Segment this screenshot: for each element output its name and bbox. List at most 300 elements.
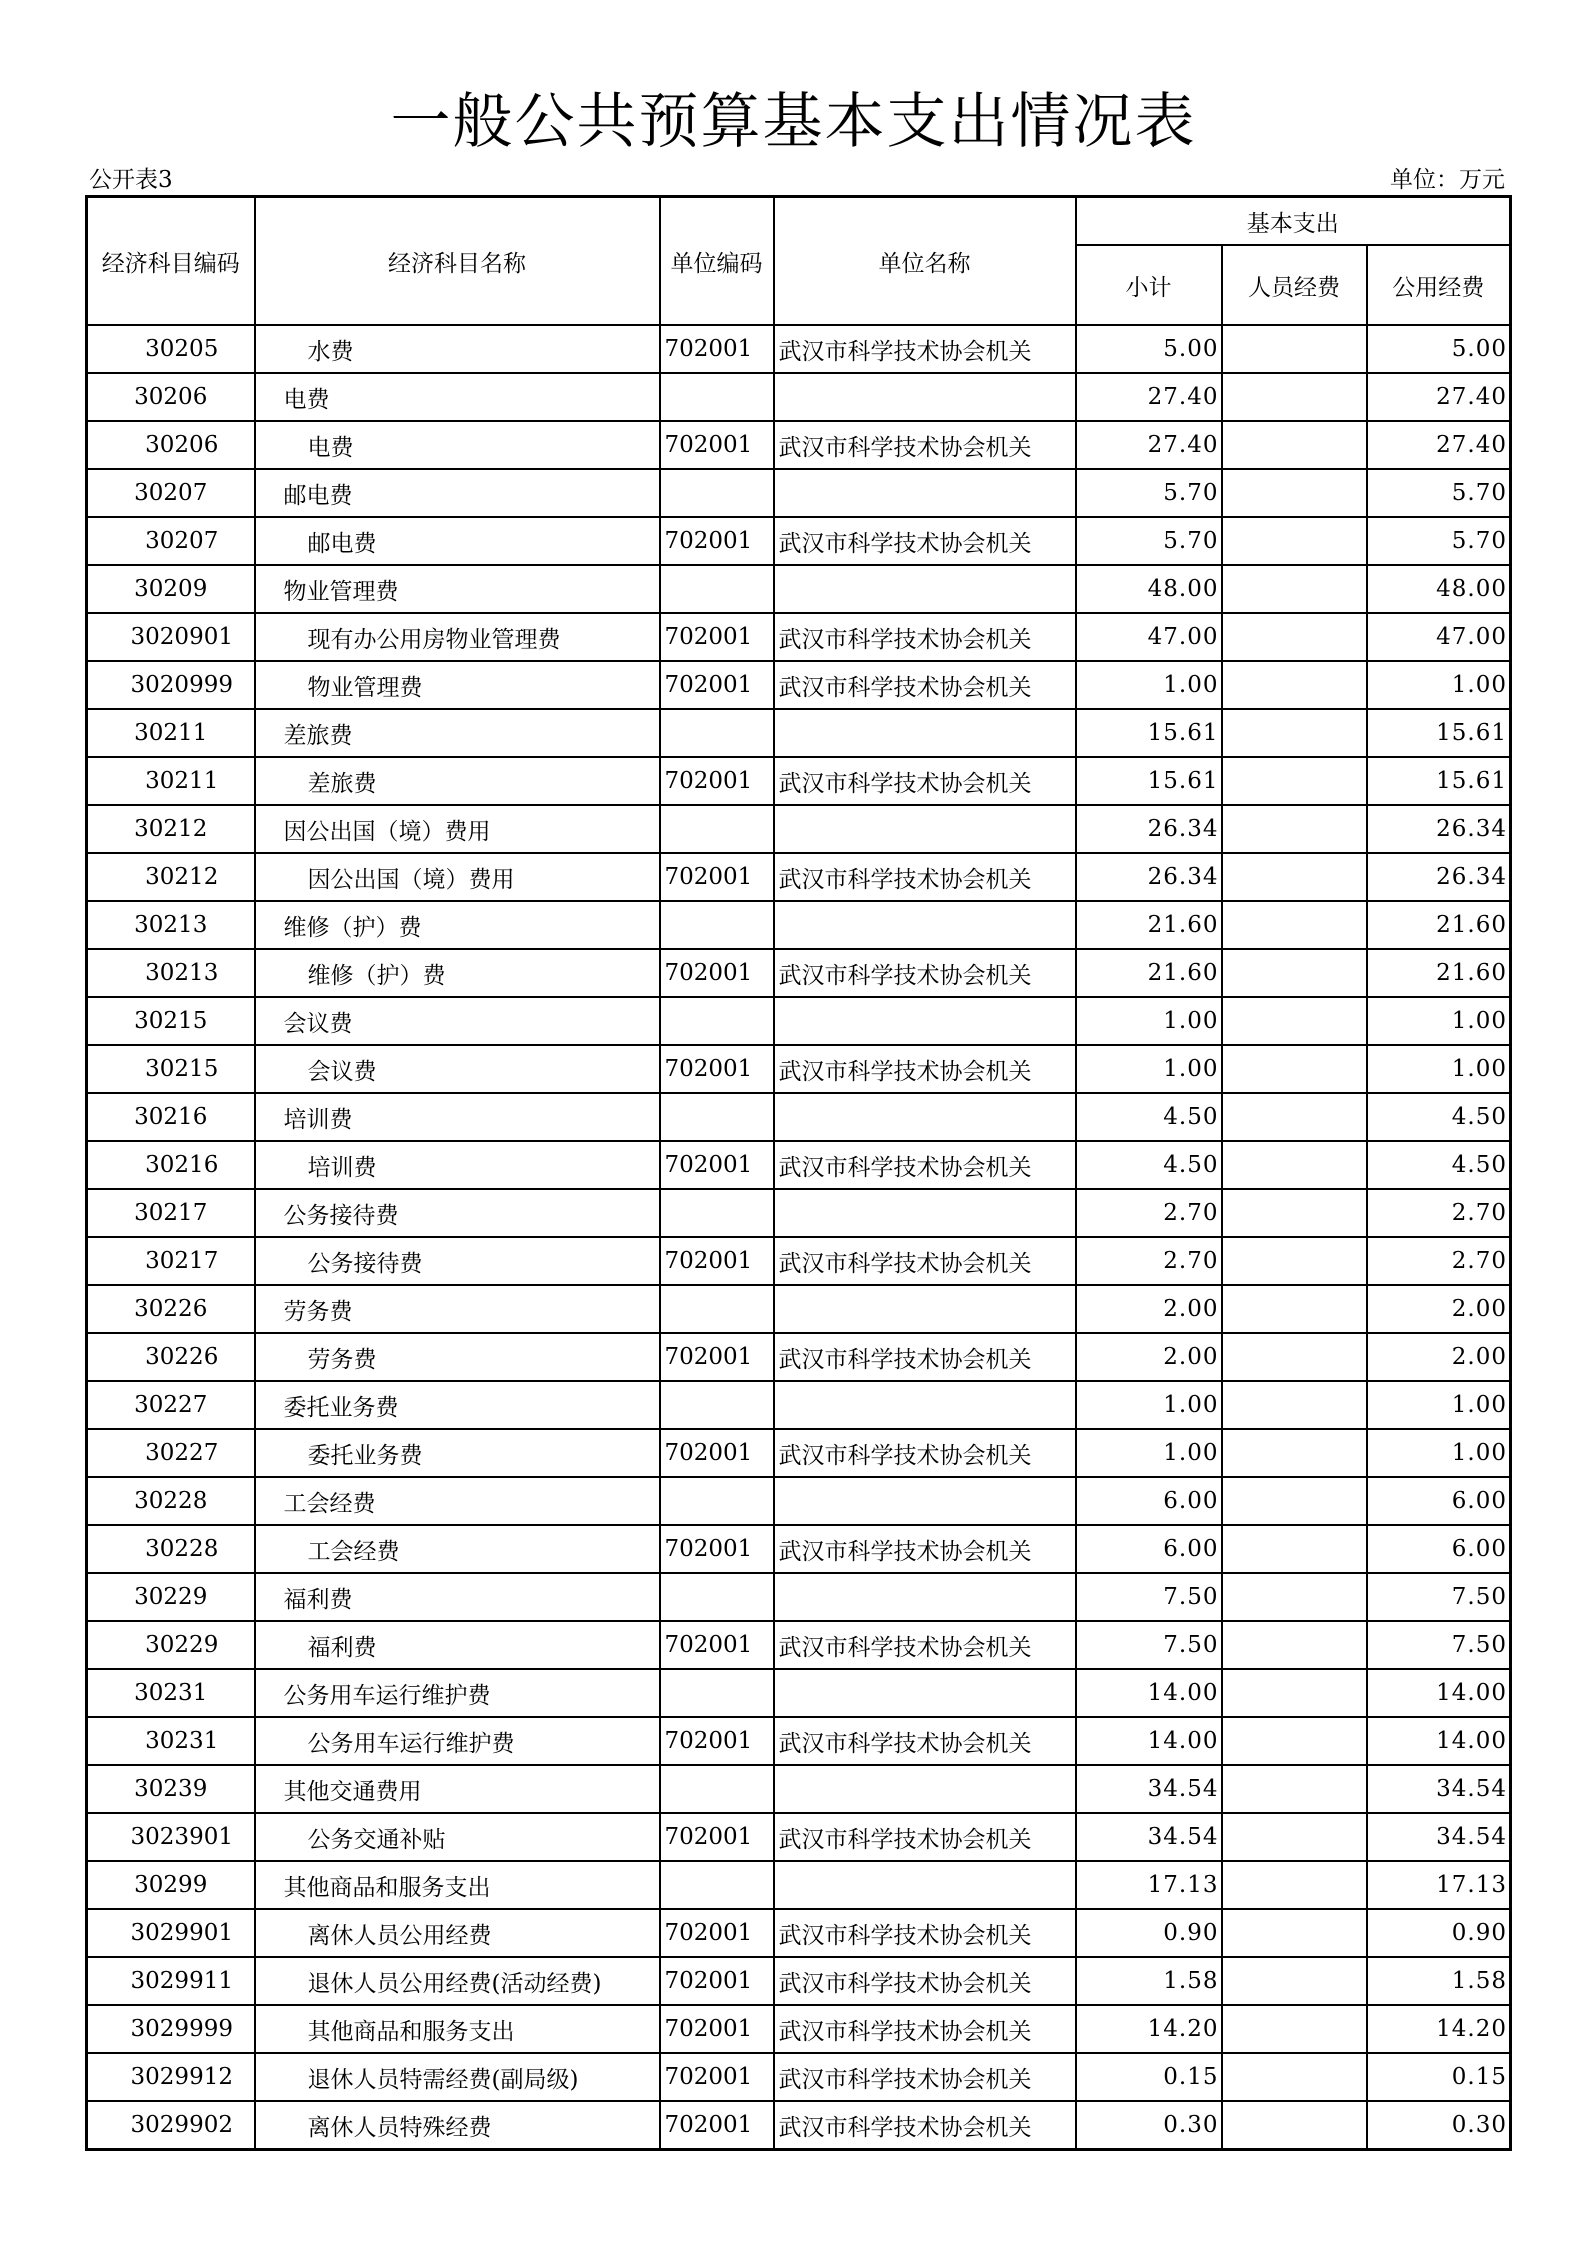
table-row [87,901,1511,949]
cell-code: 3029999 [87,2005,255,2053]
cell-public: 6.00 [1367,1525,1511,1573]
cell-personnel [1222,2005,1367,2053]
cell-personnel [1222,1813,1367,1861]
cell-code: 3029902 [87,2101,255,2150]
table-row [87,613,1511,661]
table-row [87,517,1511,565]
cell-code: 30213 [87,949,255,997]
cell-unit-name [774,1285,1076,1333]
cell-name: 福利费 [255,1573,660,1621]
cell-code: 3029901 [87,1909,255,1957]
page-title: 一般公共预算基本支出情况表 [390,87,1197,157]
cell-unit-code [660,997,774,1045]
cell-unit-name: 武汉市科学技术协会机关 [774,421,1076,469]
cell-unit-code [660,1573,774,1621]
cell-subtotal: 7.50 [1076,1621,1222,1669]
cell-subtotal: 2.70 [1076,1237,1222,1285]
cell-unit-name: 武汉市科学技术协会机关 [774,1141,1076,1189]
cell-name: 其他商品和服务支出 [255,1861,660,1909]
cell-personnel [1222,757,1367,805]
cell-name: 公务接待费 [255,1189,660,1237]
cell-unit-name [774,997,1076,1045]
cell-code: 30226 [87,1285,255,1333]
cell-subtotal: 4.50 [1076,1093,1222,1141]
cell-personnel [1222,1477,1367,1525]
cell-public: 4.50 [1367,1141,1511,1189]
cell-unit-code: 702001 [660,1909,774,1957]
cell-unit-name: 武汉市科学技术协会机关 [774,1813,1076,1861]
table-row [87,1957,1511,2005]
cell-name: 差旅费 [255,757,660,805]
table-row [87,1333,1511,1381]
cell-public: 48.00 [1367,565,1511,613]
cell-unit-code [660,1477,774,1525]
cell-unit-name [774,1381,1076,1429]
cell-personnel [1222,1957,1367,2005]
cell-public: 1.00 [1367,997,1511,1045]
cell-code: 30209 [87,565,255,613]
cell-code: 3029911 [87,1957,255,2005]
cell-unit-name: 武汉市科学技术协会机关 [774,1237,1076,1285]
cell-unit-name: 武汉市科学技术协会机关 [774,517,1076,565]
table-number: 公开表3 [89,167,173,193]
cell-public: 0.30 [1367,2101,1511,2150]
cell-name: 会议费 [255,1045,660,1093]
cell-personnel [1222,1285,1367,1333]
cell-code: 30215 [87,997,255,1045]
cell-public: 0.90 [1367,1909,1511,1957]
cell-personnel [1222,1621,1367,1669]
cell-unit-name [774,469,1076,517]
cell-personnel [1222,2101,1367,2150]
cell-personnel [1222,1861,1367,1909]
header-unit-name: 单位名称 [774,197,1076,326]
cell-subtotal: 1.00 [1076,1429,1222,1477]
cell-personnel [1222,997,1367,1045]
cell-subtotal: 27.40 [1076,421,1222,469]
table-row [87,1909,1511,1957]
cell-public: 2.00 [1367,1285,1511,1333]
cell-name: 福利费 [255,1621,660,1669]
cell-code: 30206 [87,421,255,469]
cell-code: 30228 [87,1477,255,1525]
cell-subtotal: 2.00 [1076,1285,1222,1333]
cell-code: 30215 [87,1045,255,1093]
cell-name: 劳务费 [255,1285,660,1333]
table-row [87,1429,1511,1477]
cell-unit-name: 武汉市科学技术协会机关 [774,1909,1076,1957]
cell-code: 30212 [87,805,255,853]
cell-code: 30227 [87,1381,255,1429]
table-row [87,565,1511,613]
cell-personnel [1222,1141,1367,1189]
table-row [87,1189,1511,1237]
table-row [87,469,1511,517]
cell-name: 公务接待费 [255,1237,660,1285]
cell-personnel [1222,421,1367,469]
cell-unit-name [774,709,1076,757]
cell-unit-name [774,1477,1076,1525]
cell-subtotal: 48.00 [1076,565,1222,613]
cell-public: 5.70 [1367,517,1511,565]
cell-name: 工会经费 [255,1477,660,1525]
table-row [87,325,1511,373]
cell-subtotal: 1.00 [1076,997,1222,1045]
cell-unit-name [774,565,1076,613]
cell-unit-name: 武汉市科学技术协会机关 [774,1525,1076,1573]
cell-unit-name [774,1765,1076,1813]
cell-unit-code: 702001 [660,2101,774,2150]
cell-name: 电费 [255,421,660,469]
cell-unit-code [660,805,774,853]
header-code: 经济科目编码 [87,197,255,326]
cell-subtotal: 14.20 [1076,2005,1222,2053]
cell-code: 30213 [87,901,255,949]
cell-subtotal: 5.70 [1076,469,1222,517]
cell-unit-code: 702001 [660,2053,774,2101]
cell-public: 27.40 [1367,373,1511,421]
table-row [87,1093,1511,1141]
cell-public: 0.15 [1367,2053,1511,2101]
cell-public: 1.00 [1367,1045,1511,1093]
cell-subtotal: 5.70 [1076,517,1222,565]
cell-unit-code [660,469,774,517]
cell-name: 离休人员公用经费 [255,1909,660,1957]
cell-unit-name [774,373,1076,421]
cell-unit-code: 702001 [660,661,774,709]
cell-personnel [1222,2053,1367,2101]
cell-code: 30216 [87,1093,255,1141]
cell-name: 退休人员特需经费(副局级) [255,2053,660,2101]
header-subtotal: 小计 [1076,245,1222,325]
cell-name: 因公出国（境）费用 [255,853,660,901]
cell-code: 30231 [87,1717,255,1765]
cell-subtotal: 7.50 [1076,1573,1222,1621]
cell-public: 21.60 [1367,949,1511,997]
cell-unit-code: 702001 [660,517,774,565]
cell-subtotal: 47.00 [1076,613,1222,661]
table-row [87,853,1511,901]
cell-code: 30231 [87,1669,255,1717]
table-row [87,949,1511,997]
table-row [87,2053,1511,2101]
cell-personnel [1222,949,1367,997]
cell-public: 14.00 [1367,1717,1511,1765]
cell-unit-code [660,373,774,421]
cell-public: 14.20 [1367,2005,1511,2053]
cell-personnel [1222,1765,1367,1813]
cell-unit-name: 武汉市科学技术协会机关 [774,1429,1076,1477]
table-row [87,1813,1511,1861]
cell-unit-code: 702001 [660,1957,774,2005]
cell-public: 34.54 [1367,1813,1511,1861]
cell-name: 邮电费 [255,517,660,565]
table-row [87,1717,1511,1765]
cell-public: 14.00 [1367,1669,1511,1717]
table-row [87,1285,1511,1333]
cell-name: 会议费 [255,997,660,1045]
cell-personnel [1222,373,1367,421]
table-row [87,2101,1511,2150]
table-row [87,1477,1511,1525]
cell-code: 3023901 [87,1813,255,1861]
cell-unit-name [774,1861,1076,1909]
cell-name: 电费 [255,373,660,421]
cell-unit-name: 武汉市科学技术协会机关 [774,2005,1076,2053]
cell-personnel [1222,1429,1367,1477]
cell-personnel [1222,1525,1367,1573]
header-basic: 基本支出 [1076,197,1511,246]
cell-unit-code: 702001 [660,1429,774,1477]
cell-personnel [1222,661,1367,709]
cell-personnel [1222,1333,1367,1381]
table-row [87,1045,1511,1093]
cell-code: 30217 [87,1189,255,1237]
cell-name: 委托业务费 [255,1429,660,1477]
cell-personnel [1222,1669,1367,1717]
cell-code: 30206 [87,373,255,421]
cell-public: 15.61 [1367,757,1511,805]
cell-subtotal: 15.61 [1076,757,1222,805]
cell-unit-code: 702001 [660,613,774,661]
cell-subtotal: 0.90 [1076,1909,1222,1957]
cell-unit-code: 702001 [660,757,774,805]
cell-public: 2.00 [1367,1333,1511,1381]
cell-unit-code: 702001 [660,1621,774,1669]
cell-code: 30228 [87,1525,255,1573]
cell-subtotal: 0.15 [1076,2053,1222,2101]
header-name: 经济科目名称 [255,197,660,326]
cell-name: 公务用车运行维护费 [255,1717,660,1765]
cell-subtotal: 0.30 [1076,2101,1222,2150]
cell-unit-name: 武汉市科学技术协会机关 [774,1621,1076,1669]
cell-subtotal: 15.61 [1076,709,1222,757]
table-body [87,325,1511,2150]
table-row [87,1669,1511,1717]
cell-public: 15.61 [1367,709,1511,757]
cell-public: 5.70 [1367,469,1511,517]
cell-subtotal: 1.00 [1076,1045,1222,1093]
cell-name: 培训费 [255,1093,660,1141]
cell-code: 30217 [87,1237,255,1285]
cell-personnel [1222,1909,1367,1957]
cell-name: 物业管理费 [255,661,660,709]
cell-public: 1.00 [1367,1381,1511,1429]
cell-personnel [1222,805,1367,853]
table-row [87,421,1511,469]
expenditure-table [85,195,1512,2151]
cell-code: 30227 [87,1429,255,1477]
table-row [87,1237,1511,1285]
cell-name: 现有办公用房物业管理费 [255,613,660,661]
cell-unit-code: 702001 [660,853,774,901]
cell-personnel [1222,1189,1367,1237]
cell-unit-code: 702001 [660,1237,774,1285]
header-public: 公用经费 [1367,245,1511,325]
cell-name: 公务交通补贴 [255,1813,660,1861]
cell-name: 其他商品和服务支出 [255,2005,660,2053]
cell-name: 工会经费 [255,1525,660,1573]
cell-public: 17.13 [1367,1861,1511,1909]
cell-unit-code [660,901,774,949]
table-row [87,1141,1511,1189]
cell-personnel [1222,325,1367,373]
cell-personnel [1222,1381,1367,1429]
cell-subtotal: 26.34 [1076,805,1222,853]
cell-personnel [1222,1045,1367,1093]
cell-unit-name: 武汉市科学技术协会机关 [774,757,1076,805]
cell-subtotal: 5.00 [1076,325,1222,373]
cell-unit-name: 武汉市科学技术协会机关 [774,1717,1076,1765]
cell-public: 2.70 [1367,1189,1511,1237]
cell-code: 30216 [87,1141,255,1189]
cell-code: 3029912 [87,2053,255,2101]
table-row [87,805,1511,853]
cell-code: 30226 [87,1333,255,1381]
cell-unit-name: 武汉市科学技术协会机关 [774,613,1076,661]
cell-name: 委托业务费 [255,1381,660,1429]
cell-unit-name [774,1669,1076,1717]
cell-name: 离休人员特殊经费 [255,2101,660,2150]
cell-name: 差旅费 [255,709,660,757]
cell-unit-name: 武汉市科学技术协会机关 [774,1333,1076,1381]
cell-code: 30207 [87,517,255,565]
cell-public: 21.60 [1367,901,1511,949]
cell-unit-code [660,1765,774,1813]
cell-subtotal: 34.54 [1076,1765,1222,1813]
cell-subtotal: 17.13 [1076,1861,1222,1909]
table-row [87,2005,1511,2053]
cell-unit-name: 武汉市科学技术协会机关 [774,949,1076,997]
cell-subtotal: 14.00 [1076,1717,1222,1765]
cell-unit-name: 武汉市科学技术协会机关 [774,2053,1076,2101]
cell-subtotal: 2.70 [1076,1189,1222,1237]
cell-public: 1.00 [1367,1429,1511,1477]
cell-unit-code [660,565,774,613]
table-row [87,1381,1511,1429]
cell-code: 3020901 [87,613,255,661]
cell-unit-code: 702001 [660,1045,774,1093]
cell-name: 维修（护）费 [255,949,660,997]
cell-unit-name: 武汉市科学技术协会机关 [774,1957,1076,2005]
cell-public: 47.00 [1367,613,1511,661]
cell-unit-code [660,1381,774,1429]
cell-public: 5.00 [1367,325,1511,373]
cell-personnel [1222,901,1367,949]
cell-subtotal: 1.00 [1076,661,1222,709]
cell-personnel [1222,1573,1367,1621]
cell-unit-code: 702001 [660,2005,774,2053]
cell-subtotal: 2.00 [1076,1333,1222,1381]
cell-subtotal: 21.60 [1076,901,1222,949]
cell-code: 30211 [87,709,255,757]
cell-unit-code [660,1189,774,1237]
cell-public: 1.58 [1367,1957,1511,2005]
cell-personnel [1222,853,1367,901]
cell-personnel [1222,565,1367,613]
cell-public: 4.50 [1367,1093,1511,1141]
cell-unit-code [660,1093,774,1141]
cell-name: 公务用车运行维护费 [255,1669,660,1717]
cell-unit-code [660,1285,774,1333]
cell-unit-name [774,805,1076,853]
cell-unit-code: 702001 [660,1525,774,1573]
cell-code: 30207 [87,469,255,517]
cell-name: 其他交通费用 [255,1765,660,1813]
cell-code: 30211 [87,757,255,805]
cell-unit-name [774,1093,1076,1141]
cell-personnel [1222,1717,1367,1765]
cell-name: 退休人员公用经费(活动经费) [255,1957,660,2005]
unit-label: 单位：万元 [1390,167,1505,193]
cell-unit-name: 武汉市科学技术协会机关 [774,661,1076,709]
cell-unit-code: 702001 [660,1333,774,1381]
cell-name: 水费 [255,325,660,373]
cell-code: 3020999 [87,661,255,709]
table-row [87,1573,1511,1621]
cell-public: 6.00 [1367,1477,1511,1525]
cell-public: 7.50 [1367,1621,1511,1669]
cell-public: 26.34 [1367,805,1511,853]
table-row [87,1525,1511,1573]
cell-unit-code: 702001 [660,1813,774,1861]
table-row [87,661,1511,709]
cell-unit-name [774,1573,1076,1621]
cell-name: 培训费 [255,1141,660,1189]
cell-subtotal: 1.00 [1076,1381,1222,1429]
cell-code: 30229 [87,1573,255,1621]
cell-public: 26.34 [1367,853,1511,901]
cell-personnel [1222,517,1367,565]
table-row [87,1765,1511,1813]
cell-unit-code [660,709,774,757]
cell-code: 30239 [87,1765,255,1813]
cell-name: 邮电费 [255,469,660,517]
cell-personnel [1222,1237,1367,1285]
cell-name: 物业管理费 [255,565,660,613]
cell-public: 27.40 [1367,421,1511,469]
cell-code: 30212 [87,853,255,901]
table-row [87,997,1511,1045]
table-row [87,1861,1511,1909]
cell-subtotal: 4.50 [1076,1141,1222,1189]
cell-personnel [1222,1093,1367,1141]
cell-personnel [1222,469,1367,517]
table-row [87,373,1511,421]
cell-subtotal: 34.54 [1076,1813,1222,1861]
cell-unit-name: 武汉市科学技术协会机关 [774,325,1076,373]
cell-unit-code [660,1861,774,1909]
cell-unit-code: 702001 [660,1717,774,1765]
cell-subtotal: 27.40 [1076,373,1222,421]
cell-unit-code [660,1669,774,1717]
cell-subtotal: 6.00 [1076,1477,1222,1525]
cell-unit-code: 702001 [660,1141,774,1189]
table-row [87,1621,1511,1669]
header-unit-code: 单位编码 [660,197,774,326]
cell-name: 维修（护）费 [255,901,660,949]
cell-public: 2.70 [1367,1237,1511,1285]
cell-name: 劳务费 [255,1333,660,1381]
table-row [87,757,1511,805]
cell-code: 30229 [87,1621,255,1669]
table-row [87,709,1511,757]
cell-name: 因公出国（境）费用 [255,805,660,853]
cell-unit-code: 702001 [660,949,774,997]
cell-unit-name: 武汉市科学技术协会机关 [774,2101,1076,2150]
cell-subtotal: 14.00 [1076,1669,1222,1717]
cell-personnel [1222,613,1367,661]
